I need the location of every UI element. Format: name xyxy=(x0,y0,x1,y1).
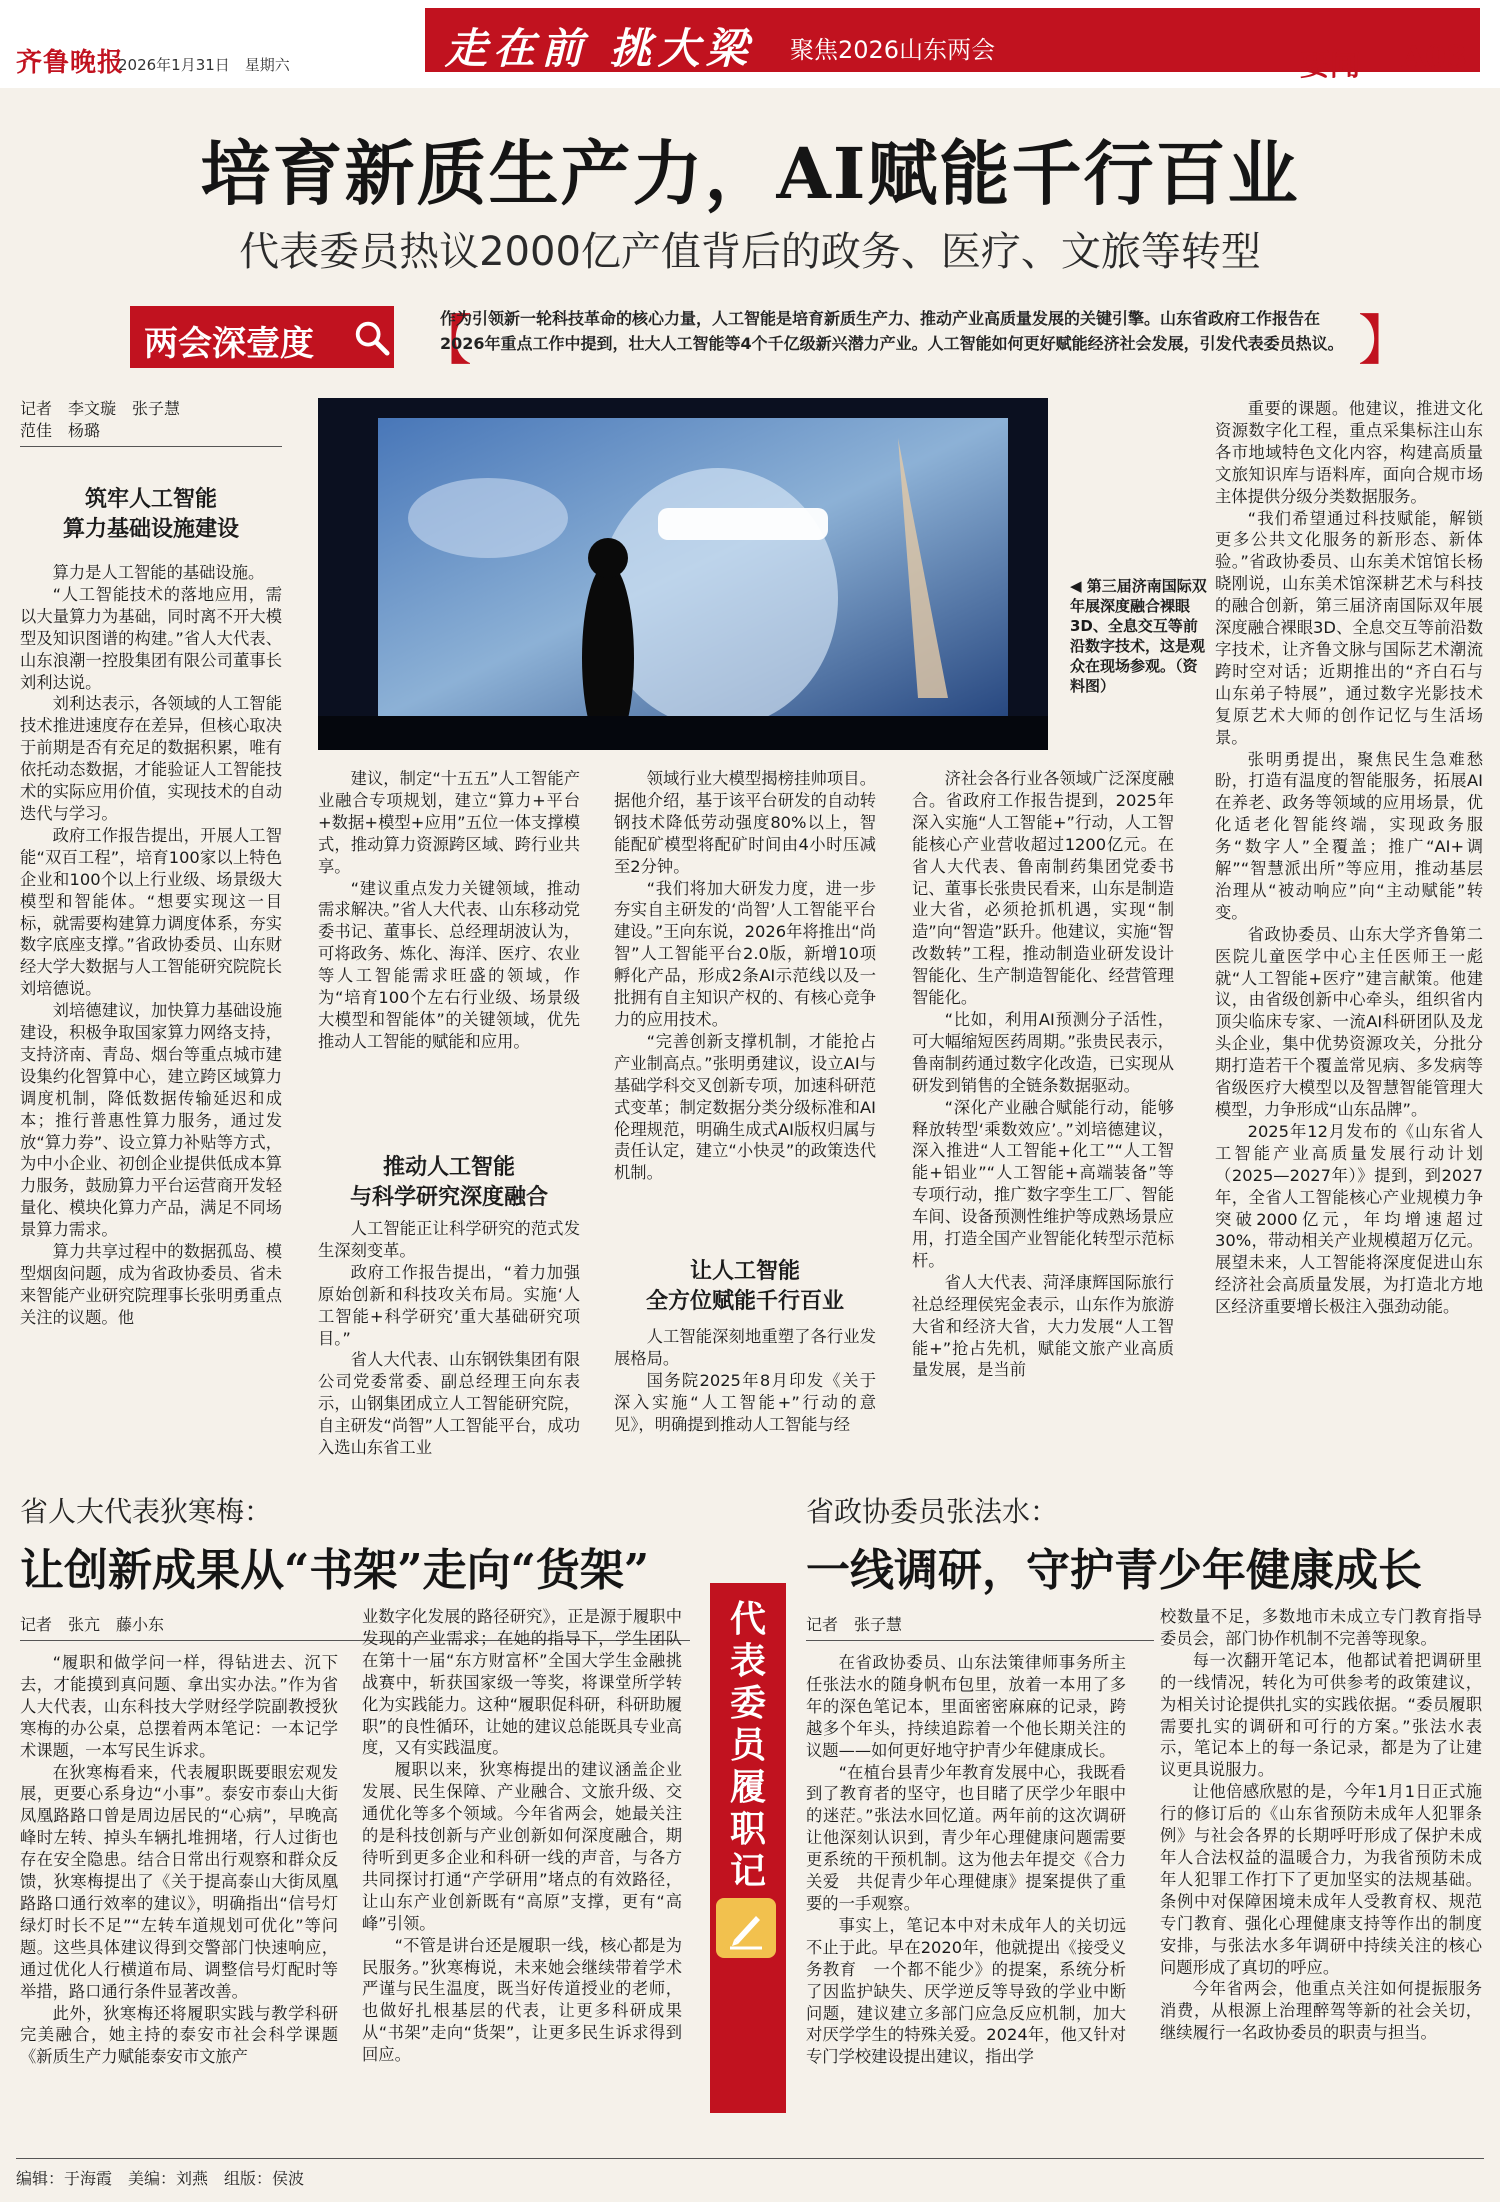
pen-icon xyxy=(716,1898,776,1958)
intro-bracket-left: 【 xyxy=(418,309,472,372)
byline-line: 范佳 杨璐 xyxy=(20,421,101,440)
subtitle-line: 与科学研究深度融合 xyxy=(349,1184,548,1210)
magnifier-icon xyxy=(352,318,390,356)
paragraph: 建议，制定“十五五”人工智能产业融合专项规划，建立“算力+平台+数据+模型+应用”五位一体支撑模式，推动算力资源跨区域、跨行业共享。 xyxy=(318,769,580,876)
lower-left-byline: 记者 张亢 藤小东 xyxy=(20,1615,165,1634)
article-column-2 xyxy=(318,768,580,1053)
main-subheadline: 代表委员热议2000亿产值背后的政务、医疗、文旅等转型 xyxy=(239,229,1261,275)
paragraph: 每一次翻开笔记本，他都试着把调研里的一线情况，转化为可供参考的政策建议，为相关讨论提供扎实的实践依据。“委员履职需要扎实的调研和可行的方案。”张法水表示，笔记本上的每一条记录，都是为了让建议更具说服力。 xyxy=(1160,1650,1482,1780)
paragraph: 业数字化发展的路径研究》，正是源于履职中发现的产业需求；在她的指导下，学生团队在第十一届“东方财富杯”全国大学生金融挑战赛中，斩获国家级一等奖，将课堂所学转化为实践能力。这种“履职促科研，科研助履职”的良性循环，让她的建议总能既具专业高度，又有实践温度。 xyxy=(362,1607,682,1758)
paragraph: 刘培德建议，加快算力基础设施建设，积极争取国家算力网络支持，支持济南、青岛、烟台等重点城市建设集约化智算中心，建立跨区域算力调度机制，降低数据传输延迟和成本；推行普惠性算力服务，通过发放“算力券”、设立算力补贴等方式，为中小企业、初创企业提供低成本算力服务，鼓励算力平台运营商开发轻量化、模块化算力产品，满足不同场景算力需求。 xyxy=(20,1001,282,1240)
paragraph: 履职以来，狄寒梅提出的建议涵盖企业发展、民生保障、产业融合、文旅升级、交通优化等多个领域。今年省两会，她最关注的是科技创新与产业创新如何深度融合，期待听到更多企业和科研一线的声音，与各方共同探讨打通“产学研用”堵点的有效路径，让山东产业创新既有“高原”支撑，更有“高峰”引领。 xyxy=(362,1760,682,1933)
paragraph: 让他倍感欣慰的是，今年1月1日正式施行的修订后的《山东省预防未成年人犯罪条例》与社会各界的长期呼吁形成了保护未成年人合法权益的温暖合力，为我省预防未成年人犯罪工作打下了更加坚实的法规基础。条例中对保障困境未成年人受教育权、规范专门教育、强化心理健康支持等作出的制度安排，与张法水多年调研中持续关注的核心问题形成了真切的呼应。 xyxy=(1160,1782,1482,1977)
footer-rule xyxy=(16,2158,1484,2159)
paragraph: 事实上，笔记本中对未成年人的关切远不止于此。早在2020年，他就提出《接受义务教育 一个都不能少》的提案，系统分析了因监护缺失、厌学逆反等导致的学业中断问题，建议建立多部门应急反应机制，加大对厌学学生的特殊关爱。2024年，他又针对专门学校建设提出建议，指出学 xyxy=(806,1915,1126,2067)
photo-illustration xyxy=(318,398,1048,750)
article-column-5 xyxy=(1215,398,1483,1460)
subtitle-line: 算力基础设施建设 xyxy=(62,516,239,542)
lower-right-byline: 记者 张子慧 xyxy=(806,1615,903,1634)
intro-lead: 作为引领新一轮科技革命的核心力量，人工智能是培育新质生产力、推动产业高质量发展的关键引擎。山东省政府工作报告在2026年重点工作中提到，壮大人工智能等4个千亿级新兴潜力产业。人工智能如何更好赋能经济社会发展，引发代表委员热议。 xyxy=(440,309,1344,353)
lower-right-column-2 xyxy=(1160,1606,1482,2152)
main-headline: 培育新质生产力，AI赋能千行百业 xyxy=(200,132,1300,215)
paragraph: 此外，狄寒梅还将履职实践与教学科研完美融合，她主持的泰安市社会科学课题《新质生产力赋能泰安市文旅产 xyxy=(20,2003,338,2067)
paragraph: 国务院2025年8月印发《关于深入实施“人工智能+”行动的意见》，明确提到推动人工智能与经 xyxy=(614,1370,876,1434)
banner-slogan: 走在前 挑大梁 xyxy=(445,24,754,73)
subtitle-line: 筑牢人工智能 xyxy=(84,486,217,512)
section-name: 要闻 xyxy=(1300,48,1360,83)
paragraph: “人工智能技术的落地应用，需以大量算力为基础，同时离不开大模型及知识图谱的构建。”省人大代表、山东浪潮一控股集团有限公司董事长刘利达说。 xyxy=(20,584,282,692)
paragraph: 重要的课题。他建议，推进文化资源数字化工程，重点采集标注山东各市地域特色文化内容，构建高质量文旅知识库与语料库，面向合规市场主体提供分级分类数据服务。 xyxy=(1215,399,1483,506)
exhibition-photo xyxy=(318,398,1048,750)
paragraph: “履职和做学问一样，得钻进去、沉下去，才能摸到真问题、拿出实办法。”作为省人大代表，山东科技大学财经学院副教授狄寒梅的办公桌，总摆着两本笔记：一本记学术课题，一本写民生诉求。 xyxy=(20,1653,338,1760)
lower-right-rule xyxy=(806,1640,1154,1641)
subtitle-line: 让人工智能 xyxy=(689,1258,800,1284)
paragraph: 省政协委员、山东大学齐鲁第二医院儿童医学中心主任医师王一彪就“人工智能+医疗”建言献策。他建议，由省级创新中心牵头，组织省内顶尖临床专家、一流AI科研团队及龙头企业，集中优势资源攻关，分批分期打造若干个覆盖常见病、多发病等省级医疗大模型以及智慧智能管理大模型，力争形成“山东品牌”。 xyxy=(1215,924,1483,1119)
paragraph: “比如，利用AI预测分子活性，可大幅缩短医药周期。”张贵民表示，鲁南制药通过数字化改造，已实现从研发到销售的全链条数据驱动。 xyxy=(912,1009,1174,1095)
paragraph: 人工智能正让科学研究的范式发生深刻变革。 xyxy=(318,1219,580,1260)
vertical-label-text: 代表委员履职记 xyxy=(729,1598,766,1892)
paragraph: “不管是讲台还是履职一线，核心都是为民服务。”狄寒梅说，未来她会继续带着学术严谨与民生温度，既当好传道授业的老师，也做好扎根基层的代表，让更多科研成果从“书架”走向“货架”，让更多民生诉求得到回应。 xyxy=(362,1935,682,2065)
lower-left-title: 让创新成果从“书架”走向“货架” xyxy=(20,1545,650,1596)
paragraph: 张明勇提出，聚焦民生急难愁盼，打造有温度的智能服务，拓展AI在养老、政务等领域的应用场景，优化适老化智能终端，实现政务服务“数字人”全覆盖；推广“AI+调解”“智慧派出所”等应用，推动基层治理从“被动响应”向“主动赋能”转变。 xyxy=(1215,749,1483,922)
paragraph: 在狄寒梅看来，代表履职既要眼宏观发展，更要心系身边“小事”。泰安市泰山大街凤凰路路口曾是周边居民的“心病”，早晚高峰时左转、掉头车辆扎堆拥堵，行人过街也存在安全隐患。结合日常出行观察和群众反馈，狄寒梅提出了《关于提高泰山大街凤凰路路口通行效率的建议》，明确指出“信号灯绿灯时长不足”“左转车道规划可优化”等问题。这些具体建议得到交警部门快速响应，通过优化人行横道布局、调整信号灯配时等举措，路口通行条件显著改善。 xyxy=(20,1762,338,2001)
paragraph: “深化产业融合赋能行动，能够释放转型‘乘数效应’。”刘培德建议，深入推进“人工智能+化工”“人工智能+铝业”“人工智能+高端装备”等专项行动，推广数字孪生工厂、智能车间、设备预测性维护等成熟场景应用，打造全国产业智能化转型示范标杆。 xyxy=(912,1097,1174,1270)
lower-right-title: 一线调研，守护青少年健康成长 xyxy=(806,1545,1422,1596)
paragraph: 省人大代表、山东钢铁集团有限公司党委常委、副总经理王向东表示，山钢集团成立人工智能研究院，自主研发“尚智”人工智能平台，成功入选山东省工业 xyxy=(318,1350,580,1458)
col3-subtitle xyxy=(614,1256,876,1316)
paragraph: 在省政协委员、山东法策律师事务所主任张法水的随身帆布包里，放着一本用了多年的深色笔记本，里面密密麻麻的记录，跨越多个年头，持续追踪着一个他长期关注的议题——如何更好地守护青少年健康成长。 xyxy=(806,1653,1126,1760)
pen-badge xyxy=(716,1898,776,1958)
paragraph: 今年省两会，他重点关注如何提振服务消费，从根源上治理醉驾等新的社会关切，继续履行一名政协委员的职责与担当。 xyxy=(1160,1979,1482,2043)
subtitle-line: 全方位赋能千行百业 xyxy=(645,1288,844,1314)
lower-right-kicker: 省政协委员张法水： xyxy=(806,1495,1059,1528)
byline-rule xyxy=(20,446,282,447)
photo-caption: ◀ 第三届济南国际双年展深度融合裸眼3D、全息交互等前沿数字技术，这是观众在现场参观。（资料图） xyxy=(1070,577,1207,695)
paragraph: 济社会各行业各领域广泛深度融合。省政府工作报告提到，2025年深入实施“人工智能+”行动，人工智能核心产业营收超过1200亿元。在省人大代表、鲁南制药集团党委书记、董事长张贵民看来，山东是制造业大省，必须抢抓机遇，实现“制造”向“智造”跃升。他建议，实施“智改数转”工程，推动制造业研发设计智能化、生产制造智能化、经营管理智能化。 xyxy=(912,769,1174,1008)
newspaper-logo: 齐鲁晚报 xyxy=(16,48,125,78)
paragraph: 刘利达表示，各领域的人工智能技术推进速度存在差异，但核心取决于前期是否有充足的数据积累，唯有依托动态数据，才能验证人工智能技术的实际应用价值，实现技术的自动迭代与学习。 xyxy=(20,694,282,823)
paragraph: “完善创新支撑机制，才能抢占产业制高点。”张明勇建议，设立AI与基础学科交叉创新专项，加速科研范式变革；制定数据分类分级标准和AI伦理规范，明确生成式AI版权归属与责任认定，建立“小快灵”的政策迭代机制。 xyxy=(614,1031,876,1183)
issue-date: 2026年1月31日 星期六 xyxy=(118,56,290,74)
subtitle-line: 推动人工智能 xyxy=(382,1154,515,1180)
article-column-1 xyxy=(20,562,282,1462)
lower-left-kicker: 省人大代表狄寒梅： xyxy=(20,1495,273,1528)
paragraph: 2025年12月发布的《山东省人工智能产业高质量发展行动计划（2025—2027年）》提到，到2027年，全省人工智能核心产业规模力争突破2000亿元，年均增速超过30%，带动相关产业规模超万亿元。展望未来，人工智能将深度促进山东经济社会高质量发展，为打造北方地区经济重要增长极注入强劲动能。 xyxy=(1215,1121,1483,1317)
lower-left-column-2 xyxy=(362,1606,682,2152)
paragraph: 算力共享过程中的数据孤岛、模型烟囱问题，成为省政协委员、省未来智能产业研究院理事长张明勇重点关注的议题。他 xyxy=(20,1242,282,1327)
paragraph: 省人大代表、菏泽康辉国际旅行社总经理侯宪金表示，山东作为旅游大省和经济大省，大力发展“人工智能+”抢占先机，赋能文旅产业高质量发展，是当前 xyxy=(912,1272,1174,1380)
paragraph: “建议重点发力关键领域，推动需求解决。”省人大代表、山东移动党委书记、董事长、总经理胡波认为，可将政务、炼化、海洋、医疗、农业等人工智能需求旺盛的领域，作为“培育100个左右行业级、场景级大模型和智能体”的关键领域，优先推动人工智能的赋能和应用。 xyxy=(318,878,580,1051)
paragraph: “在植台县青少年教育发展中心，我既看到了教育者的坚守，也目睹了厌学少年眼中的迷茫。”张法水回忆道。两年前的这次调研让他深刻认识到，青少年心理健康问题需要更系统的干预机制。这为他去年提交《合力关爱 共促青少年心理健康》提案提供了重要的一手观察。 xyxy=(806,1762,1126,1913)
lower-left-column-1 xyxy=(20,1652,338,2152)
paragraph: “我们希望通过科技赋能，解锁更多公共文化服务的新形态、新体验。”省政协委员、山东美术馆馆长杨晓刚说，山东美术馆深耕艺术与科技的融合创新，第三届济南国际双年展深度融合裸眼3D、全息交互等前沿数字技术，让齐鲁文脉与国际艺术潮流跨时空对话；近期推出的“齐白石与山东弟子特展”，通过数字光影技术复原艺术大师的创作记忆与生活场景。 xyxy=(1215,508,1483,747)
paragraph: 政府工作报告提出，开展人工智能“双百工程”，培育100家以上特色企业和100个以上行业级、场景级大模型和智能体。“想要实现这一目标，就需要构建算力调度体系，夯实数字底座支撑。”省政协委员、山东财经大学大数据与人工智能研究院院长刘培德说。 xyxy=(20,825,282,999)
intro-bracket-right: 】 xyxy=(1358,309,1412,372)
article-column-3 xyxy=(614,768,876,1184)
col2-subtitle xyxy=(318,1152,580,1212)
paragraph: 算力是人工智能的基础设施。 xyxy=(52,563,265,582)
paragraph: 人工智能深刻地重塑了各行业发展格局。 xyxy=(614,1327,876,1368)
editor-credits: 编辑：于海霞 美编：刘燕 组版：侯波 xyxy=(16,2169,305,2188)
article-column-3b xyxy=(614,1326,876,1460)
banner-focus: 聚焦2026山东两会 xyxy=(790,36,996,64)
col1-subtitle xyxy=(20,484,282,544)
article-column-4 xyxy=(912,768,1174,1458)
top-byline xyxy=(20,398,282,442)
paragraph: 政府工作报告提出，“着力加强原始创新和科技攻关布局。实施‘人工智能+科学研究’重大基础研究项目。” xyxy=(318,1262,580,1348)
vertical-column-label xyxy=(710,1598,786,1892)
lower-right-column-1 xyxy=(806,1652,1126,2152)
feature-tag: 两会深壹度 xyxy=(144,324,314,364)
paragraph: “我们将加大研发力度，进一步夯实自主研发的‘尚智’人工智能平台建设。”王向东说，2026年将推出“尚智”人工智能平台2.0版，新增10项孵化产品，形成2条AI示范线以及一批拥有自主知识产权的、有核心竞争力的应用技术。 xyxy=(614,878,876,1029)
byline-line: 记者 李文璇 张子慧 xyxy=(20,399,181,418)
article-column-2b xyxy=(318,1218,580,1458)
paragraph: 领域行业大模型揭榜挂帅项目。据他介绍，基于该平台研发的自动转钢技术降低劳动强度80%以上，智能配矿模型将配矿时间由4小时压减至2分钟。 xyxy=(614,769,876,876)
paragraph: 校数量不足，多数地市未成立专门教育指导委员会，部门协作机制不完善等现象。 xyxy=(1160,1607,1482,1648)
page-number: A03 xyxy=(1402,40,1468,75)
